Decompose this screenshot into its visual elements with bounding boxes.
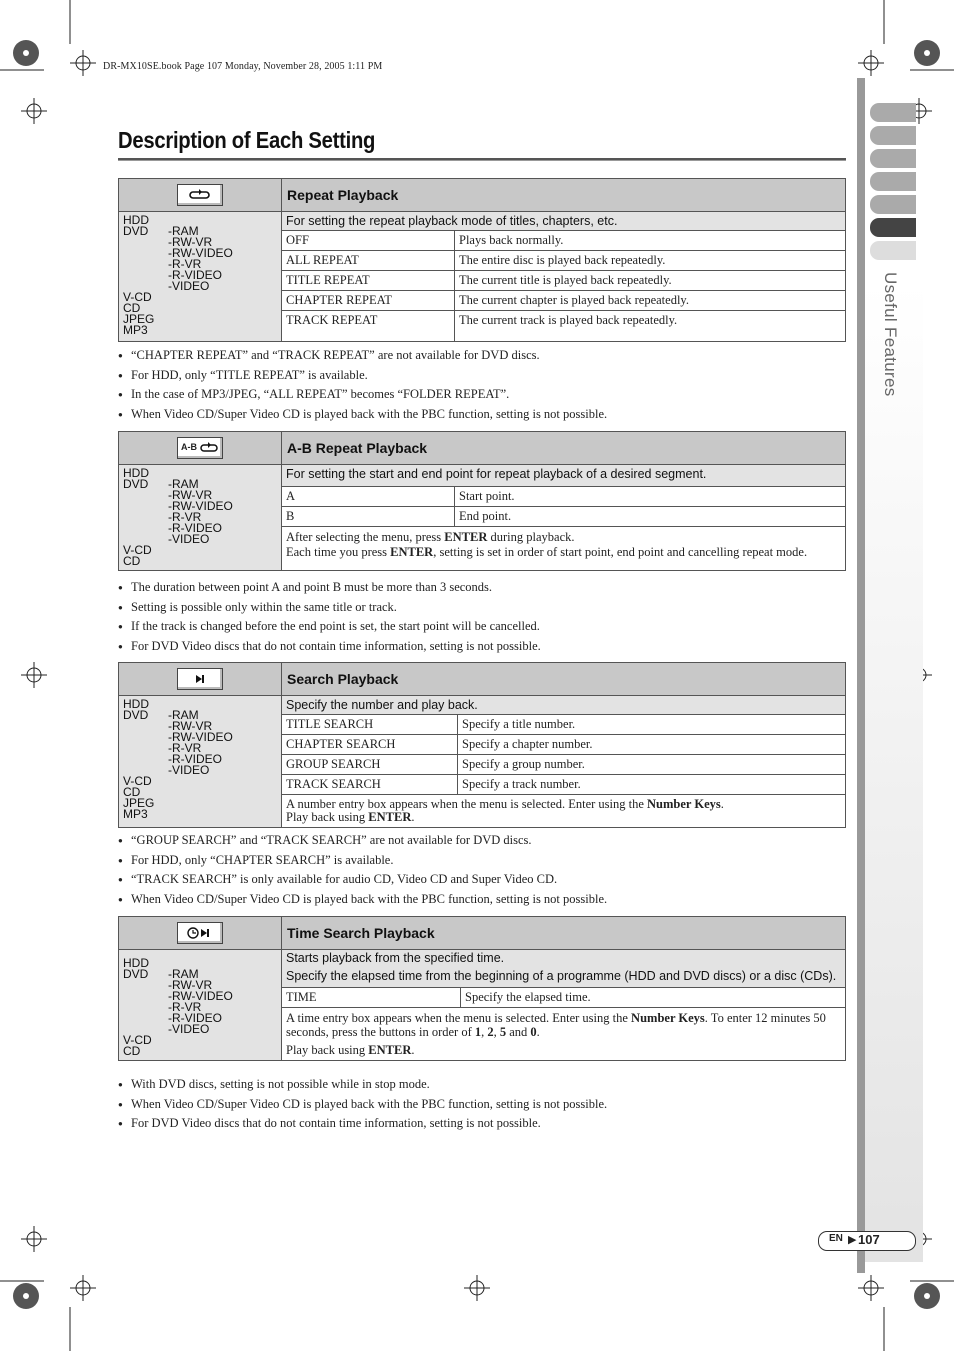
option-text: Specify a title number. (458, 715, 846, 735)
section-description: Starts playback from the specified time. Specify the elapsed time from the beginning of a programme (HDD and DVD discs) or a disc (CDs). (282, 950, 846, 988)
note: ● When Video CD/Super Video CD is played back with the PBC function, setting is not possible. (118, 405, 607, 425)
language-code: EN (829, 1233, 843, 1244)
search-playback-table (118, 662, 846, 828)
sidebar-shade (865, 282, 923, 1262)
option-name: A (282, 487, 455, 507)
note: ● “TRACK SEARCH” is only available for audio CD, Video CD and Super Video CD. (118, 870, 607, 890)
title-rule (118, 158, 846, 161)
section-title: Time Search Playback (282, 917, 846, 950)
search-skip-icon (177, 668, 223, 690)
search-playback-notes (118, 831, 607, 909)
disc-list: HDD DVD -RAM -RW-VR -RW-VIDEO -R-VR -R-VIDEO -VIDEO V-CD CD JPEG MP3 (119, 212, 282, 342)
option-name: TRACK REPEAT (282, 311, 455, 342)
option-name: B (282, 507, 455, 527)
note: ● “CHAPTER REPEAT” and “TRACK REPEAT” are not available for DVD discs. (118, 346, 607, 366)
section-description: Specify the number and play back. (282, 696, 846, 715)
icon-cell (119, 179, 282, 212)
sidebar-bar (857, 78, 865, 1273)
option-text: The current chapter is played back repeatedly. (455, 291, 846, 311)
chapter-tab (870, 172, 916, 191)
arrow-right-icon: ▶ (848, 1234, 857, 1246)
option-name: ALL REPEAT (282, 251, 455, 271)
option-name: CHAPTER SEARCH (282, 735, 458, 755)
repeat-playback-notes (118, 346, 607, 424)
option-text: Specify a group number. (458, 755, 846, 775)
chapter-tab (870, 195, 916, 214)
usage-note: After selecting the menu, press ENTER during playback. Each time you press ENTER, setting is set in order of start point, end point and cancelling repeat mode. (282, 527, 846, 571)
ab-repeat-playback-table (118, 431, 846, 571)
option-name: CHAPTER REPEAT (282, 291, 455, 311)
section-description: For setting the repeat playback mode of titles, chapters, etc. (282, 212, 846, 231)
option-text: Specify the elapsed time. (461, 988, 846, 1008)
option-name: TRACK SEARCH (282, 775, 458, 795)
note: ● For HDD, only “CHAPTER SEARCH” is available. (118, 851, 607, 871)
usage-note: A time entry box appears when the menu is selected. Enter using the Number Keys. To enter 12 minutes 50 seconds, press the buttons in order of 1, 2, 5 and 0. Play back using ENTER. (282, 1008, 846, 1061)
print-header-note: DR-MX10SE.book Page 107 Monday, November 28, 2005 1:11 PM (103, 61, 383, 72)
ab-repeat-icon: A-B (177, 437, 223, 459)
option-text: Plays back normally. (455, 231, 846, 251)
time-search-playback-table (118, 916, 846, 1061)
section-title: A-B Repeat Playback (282, 432, 846, 465)
note: ● With DVD discs, setting is not possible while in stop mode. (118, 1075, 607, 1095)
note: ● For DVD Video discs that do not contain time information, setting is not possible. (118, 1114, 607, 1134)
option-text: The current track is played back repeatedly. (455, 311, 846, 342)
disc-list: HDD DVD -RAM -RW-VR -RW-VIDEO -R-VR -R-VIDEO -VIDEO V-CD CD JPEG MP3 (119, 696, 282, 828)
option-name: TIME (282, 988, 461, 1008)
note: ● “GROUP SEARCH” and “TRACK SEARCH” are not available for DVD discs. (118, 831, 607, 851)
option-text: The current title is played back repeatedly. (455, 271, 846, 291)
disc-list: HDD DVD -RAM -RW-VR -RW-VIDEO -R-VR -R-VIDEO -VIDEO V-CD CD (119, 950, 282, 1061)
option-text: End point. (455, 507, 846, 527)
note: ● If the track is changed before the end point is set, the start point will be cancelled. (118, 617, 541, 637)
option-name: GROUP SEARCH (282, 755, 458, 775)
option-name: TITLE SEARCH (282, 715, 458, 735)
time-search-playback-notes (118, 1075, 607, 1134)
note: ● For HDD, only “TITLE REPEAT” is available. (118, 366, 607, 386)
option-name: TITLE REPEAT (282, 271, 455, 291)
page-title: Description of Each Setting (118, 127, 376, 153)
usage-note: A number entry box appears when the menu is selected. Enter using the Number Keys. Play back using ENTER. (282, 795, 846, 828)
chapter-tab (870, 149, 916, 168)
repeat-icon (177, 184, 223, 206)
section-side-label: Useful Features (881, 272, 900, 397)
chapter-tab (870, 241, 916, 260)
page-number: 107 (858, 1232, 880, 1247)
icon-cell (119, 663, 282, 696)
chapter-tab (870, 103, 916, 122)
option-name: OFF (282, 231, 455, 251)
chapter-tab (870, 126, 916, 145)
note: ● When Video CD/Super Video CD is played back with the PBC function, setting is not possible. (118, 1095, 607, 1115)
option-text: Specify a chapter number. (458, 735, 846, 755)
option-text: Specify a track number. (458, 775, 846, 795)
chapter-tab-active (870, 218, 916, 237)
option-text: Start point. (455, 487, 846, 507)
section-description: For setting the start and end point for repeat playback of a desired segment. (282, 465, 846, 487)
note: ● For DVD Video discs that do not contain time information, setting is not possible. (118, 637, 541, 657)
note: ● In the case of MP3/JPEG, “ALL REPEAT” becomes “FOLDER REPEAT”. (118, 385, 607, 405)
disc-list: HDD DVD -RAM -RW-VR -RW-VIDEO -R-VR -R-VIDEO -VIDEO V-CD CD (119, 465, 282, 571)
icon-cell (119, 432, 282, 465)
note: ● Setting is possible only within the same title or track. (118, 598, 541, 618)
repeat-playback-table (118, 178, 846, 342)
note: ● When Video CD/Super Video CD is played back with the PBC function, setting is not possible. (118, 890, 607, 910)
icon-cell (119, 917, 282, 950)
time-search-icon (177, 922, 223, 944)
ab-repeat-playback-notes (118, 578, 541, 656)
note: ● The duration between point A and point B must be more than 3 seconds. (118, 578, 541, 598)
section-title: Repeat Playback (282, 179, 846, 212)
option-text: The entire disc is played back repeatedly. (455, 251, 846, 271)
section-title: Search Playback (282, 663, 846, 696)
